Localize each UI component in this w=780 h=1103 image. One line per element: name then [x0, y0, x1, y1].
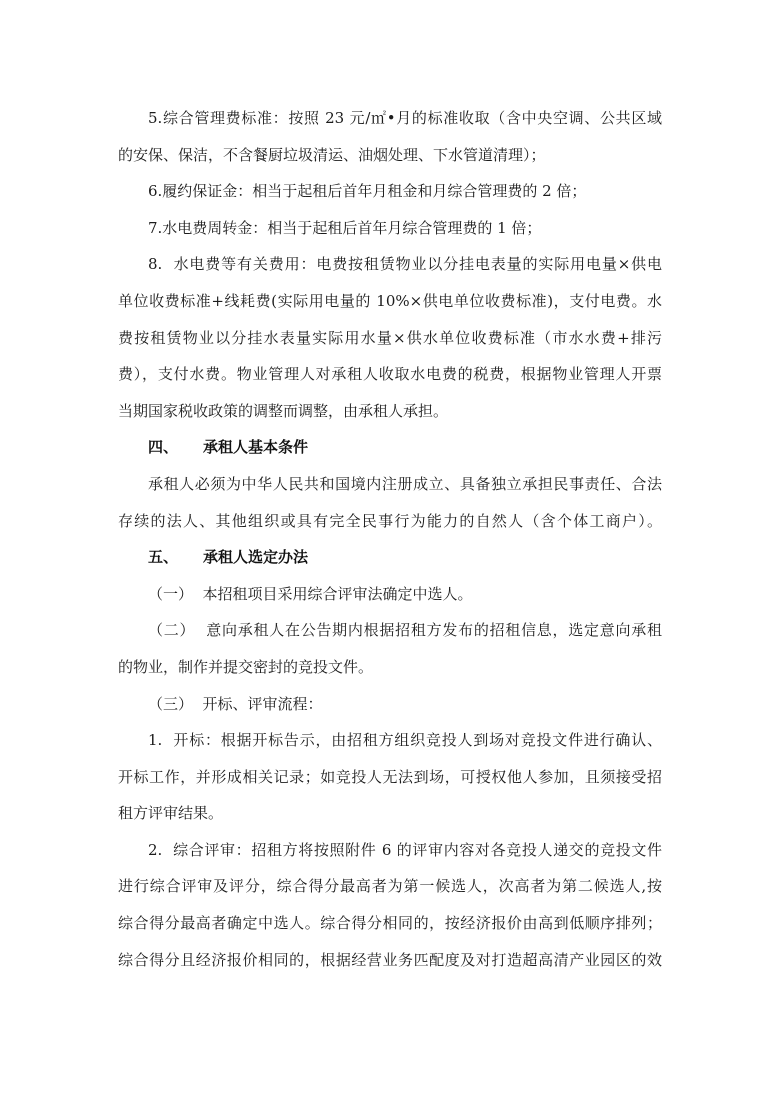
text-line: 1. 开标：根据开标告示，由招租方组织竞投人到场对竞投文件进行确认、: [148, 731, 662, 750]
section-number: 五、: [148, 548, 179, 567]
text-line: 租方评审结果。: [118, 804, 224, 823]
text-line: 进行综合评审及评分，综合得分最高者为第一候选人，次高者为第二候选人,按: [118, 877, 662, 896]
text-line: 的安保、保洁，不含餐厨垃圾清运、油烟处理、下水管道清理）；: [118, 145, 546, 164]
paragraph-step-1: [118, 722, 662, 832]
text-line: 费），支付水费。物业管理人对承租人收取水电费的税费，根据物业管理人开票: [118, 365, 662, 384]
paragraph-sub-1: [118, 576, 662, 613]
paragraph-sub-2: [118, 612, 662, 685]
text-line: 2. 综合评审：招租方将按照附件 6 的评审内容对各竞投人递交的竞投文件: [148, 840, 662, 859]
section-heading-5: [118, 539, 662, 576]
text-line: 当期国家税收政策的调整而调整，由承租人承担。: [118, 401, 449, 420]
text-line: 承租人必须为中华人民共和国境内注册成立、具备独立承担民事责任、合法: [148, 474, 662, 493]
text-line: 综合得分且经济报价相同的，根据经营业务匹配度及对打造超高清产业园区的效: [118, 950, 662, 969]
text-line: 费按租赁物业以分挂水表量实际用水量×供水单位收费标准（市水水费+排污: [118, 328, 662, 347]
paragraph-item-6: [118, 173, 662, 210]
section-number: 四、: [148, 438, 179, 457]
text-line: 综合得分最高者确定中选人。综合得分相同的，按经济报价由高到低顺序排列；: [118, 914, 662, 933]
paragraph-sub-3: [118, 686, 662, 723]
text-line: 8. 水电费等有关费用：电费按租赁物业以分挂电表量的实际用电量×供电: [148, 255, 662, 274]
text-line: 6.履约保证金：相当于起租后首年月租金和月综合管理费的 2 倍；: [148, 182, 587, 201]
paragraph-tenant-conditions: [118, 466, 662, 539]
text-line: 的物业，制作并提交密封的竞投文件。: [118, 657, 374, 676]
text-line: 存续的法人、其他组织或具有完全民事行为能力的自然人（含个体工商户）。: [118, 511, 662, 530]
text-line: 单位收费标准+线耗费(实际用电量的 10%×供电单位收费标准)，支付电费。水: [118, 291, 662, 310]
section-heading-4: [118, 429, 662, 466]
text-line: 7.水电费周转金：相当于起租后首年月综合管理费的 1 倍；: [148, 218, 542, 237]
paragraph-item-8: [118, 246, 662, 429]
section-title: 承租人基本条件: [203, 438, 309, 457]
paragraph-step-2: [118, 832, 662, 978]
section-title: 承租人选定办法: [203, 548, 309, 567]
text-line: 开标工作，并形成相关记录；如竞投人无法到场，可授权他人参加，且须接受招: [118, 767, 662, 786]
text-line: 5.综合管理费标准：按照 23 元/㎡•月的标准收取（含中央空调、公共区域: [148, 109, 662, 127]
paragraph-item-7: [118, 210, 662, 247]
text-line: （三） 开标、评审流程：: [148, 694, 323, 713]
text-line: （二） 意向承租人在公告期内根据招租方发布的招租信息，选定意向承租: [148, 621, 662, 640]
text-line: （一） 本招租项目采用综合评审法确定中选人。: [148, 584, 473, 603]
document-body: [118, 100, 662, 978]
paragraph-item-5: [118, 100, 662, 173]
